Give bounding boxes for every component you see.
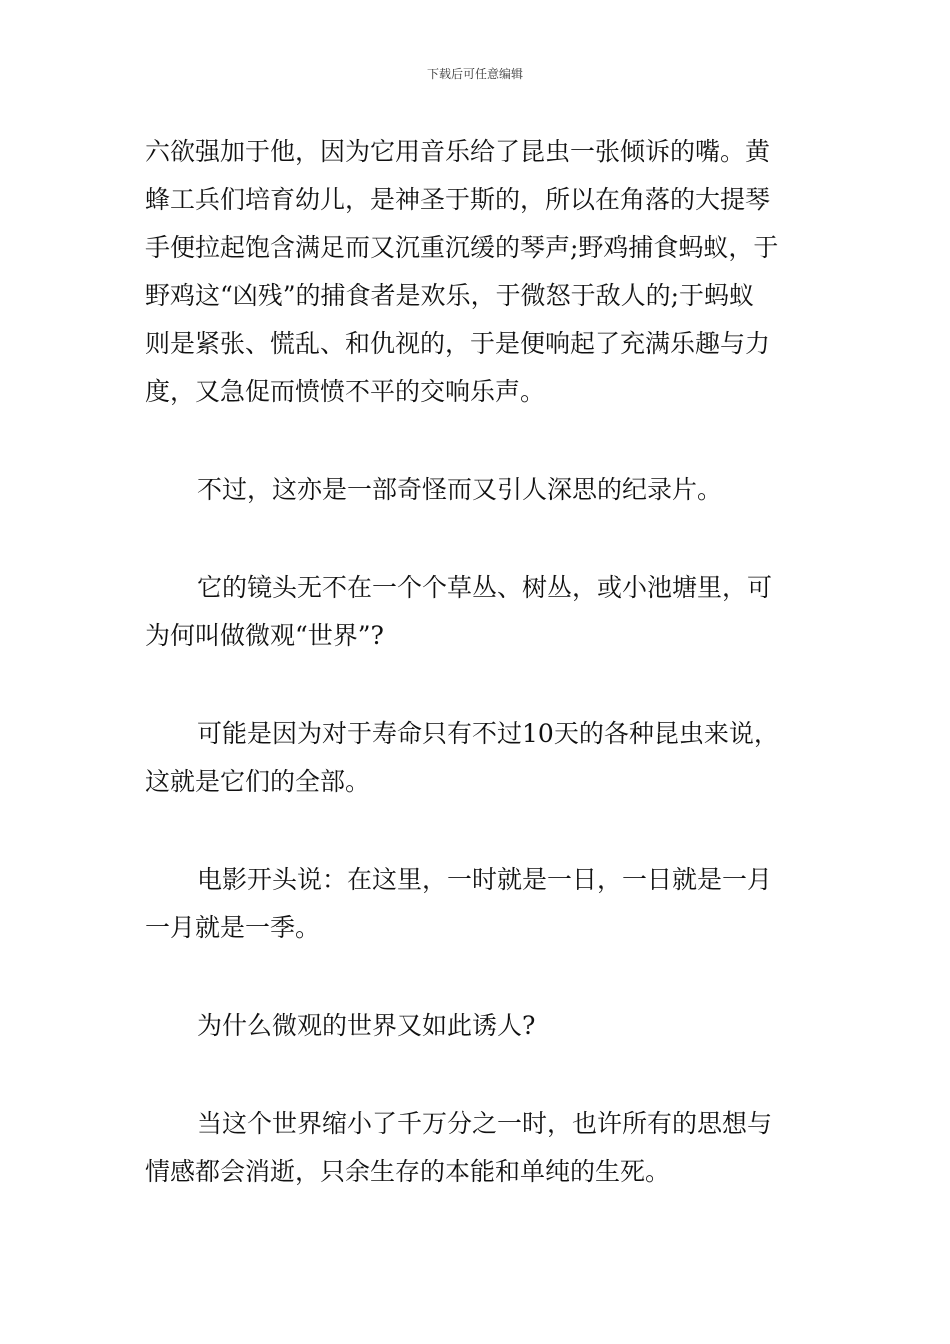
document-body <box>145 128 810 1196</box>
paragraph-3 <box>145 564 810 660</box>
paragraph-7 <box>145 1100 810 1196</box>
paragraph-line: 蜂工兵们培育幼儿，是神圣于斯的，所以在角落的大提琴 <box>145 185 771 214</box>
paragraph-line: 六欲强加于他，因为它用音乐给了昆虫一张倾诉的嘴。黄 <box>145 137 771 166</box>
paragraph-4 <box>145 710 810 806</box>
paragraph-line: 度，又急促而愤愤不平的交响乐声。 <box>145 377 546 406</box>
paragraph-line: 一月就是一季。 <box>145 913 321 942</box>
page-header: 下载后可任意编辑 <box>426 67 523 81</box>
paragraph-6 <box>145 1002 810 1050</box>
paragraph-line: 手便拉起饱含满足而又沉重沉缓的琴声;野鸡捕食蚂蚁，于 <box>145 233 779 262</box>
paragraph-1 <box>145 128 810 416</box>
paragraph-line: 为什么微观的世界又如此诱人? <box>197 1011 536 1040</box>
paragraph-line: 情感都会消逝，只余生存的本能和单纯的生死。 <box>145 1157 671 1186</box>
paragraph-line: 这就是它们的全部。 <box>145 767 371 796</box>
paragraph-2 <box>145 466 810 514</box>
paragraph-line: 电影开头说：在这里，一时就是一日，一日就是一月 <box>197 865 773 894</box>
paragraph-line: 不过，这亦是一部奇怪而又引人深思的纪录片。 <box>197 475 723 504</box>
paragraph-line: 当这个世界缩小了千万分之一时，也许所有的思想与 <box>197 1109 773 1138</box>
paragraph-line: 为何叫做微观“世界”? <box>145 621 384 650</box>
paragraph-line: 野鸡这“凶残”的捕食者是欢乐，于微怒于敌人的;于蚂蚁 <box>145 281 754 310</box>
paragraph-line: 可能是因为对于寿命只有不过10天的各种昆虫来说， <box>197 719 779 748</box>
paragraph-line: 它的镜头无不在一个个草丛、树丛，或小池塘里，可 <box>197 573 773 602</box>
paragraph-line: 则是紧张、慌乱、和仇视的，于是便响起了充满乐趣与力 <box>145 329 771 358</box>
paragraph-5 <box>145 856 810 952</box>
